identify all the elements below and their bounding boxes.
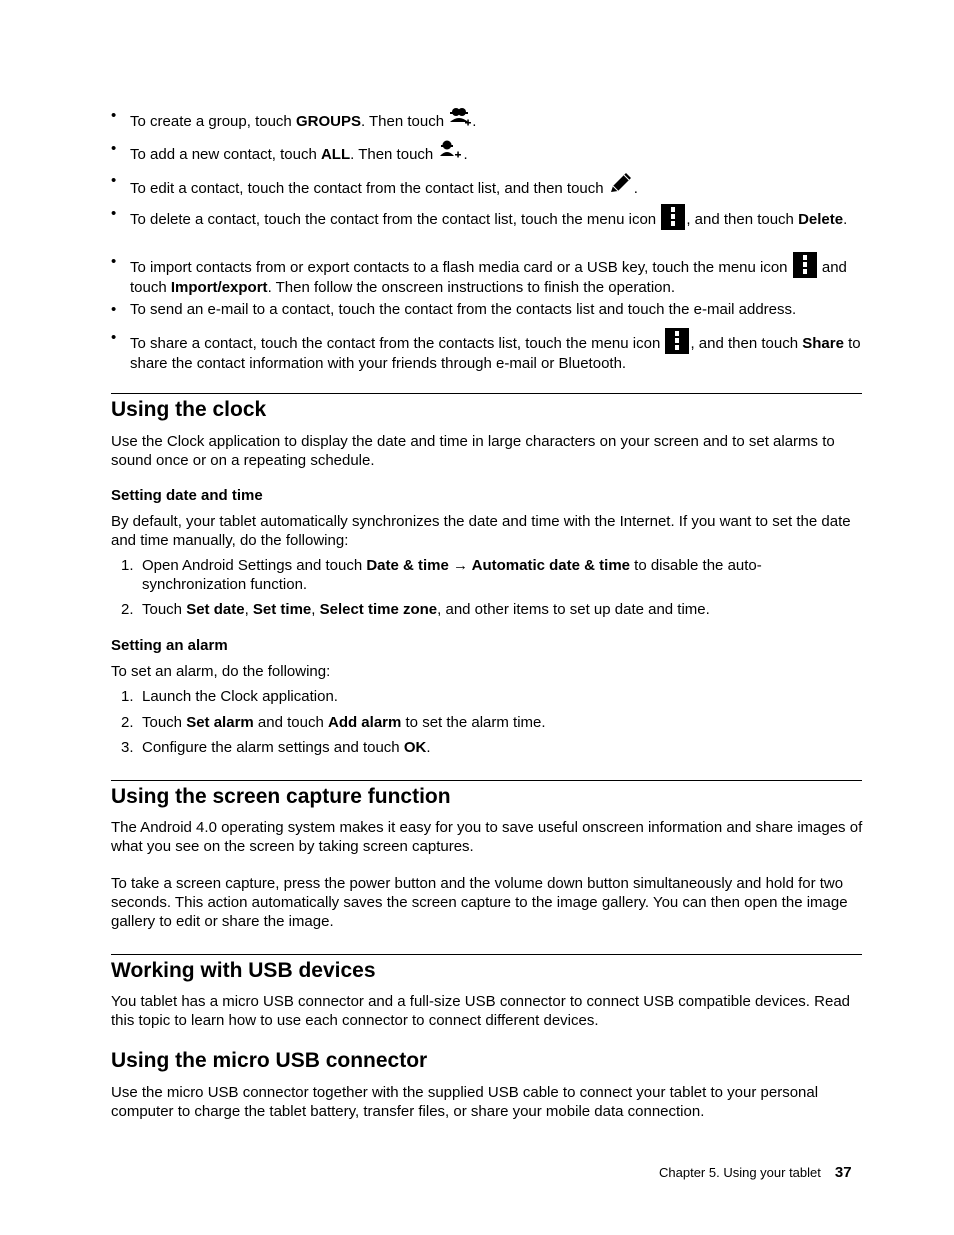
list-item: • To send an e-mail to a contact, touch the contact from the contacts list and touch the e-mail address. [111, 300, 863, 319]
section-divider [111, 954, 862, 955]
alarm-intro: To set an alarm, do the following: [111, 663, 331, 680]
section-divider [111, 393, 862, 394]
list-item: • To import contacts from or export contacts to a flash media card or a USB key, touch the menu icon and touch Import/export. Then follow the onscreen instructions to finish the operation. [111, 252, 863, 297]
step-item: 2. Touch Set alarm and touch Add alarm to set the alarm time. [121, 714, 546, 731]
add-contact-icon [437, 139, 463, 161]
clock-intro: Use the Clock application to display the date and time in large characters on your screen and to set alarms to sound once or on a repeating schedule. [111, 433, 835, 469]
step-item: 1. Launch the Clock application. [121, 688, 338, 705]
section-divider [111, 780, 862, 781]
page-number: 37 [834, 1164, 852, 1181]
menu-icon [661, 204, 685, 230]
section-title-micro-usb: Using the micro USB connector [111, 1049, 428, 1072]
section-title-usb: Working with USB devices [111, 959, 376, 982]
step-item: 3. Configure the alarm settings and touch OK. [121, 739, 431, 756]
menu-icon [793, 252, 817, 278]
page-footer [659, 1165, 852, 1181]
section-title-clock: Using the clock [111, 398, 267, 421]
step-item: 1. Open Android Settings and touch Date & time → Automatic date & time to disable the auto-synchronization function. [121, 557, 762, 593]
step-item: 2. Touch Set date, Set time, Select time zone, and other items to set up date and time. [121, 601, 710, 618]
footer-chapter: Chapter 5. Using your tablet [659, 1165, 821, 1180]
date-time-intro: By default, your tablet automatically synchronizes the date and time with the Internet. If you want to set the date and time manually, do the following: [111, 513, 851, 549]
menu-icon [665, 328, 689, 354]
subheading-date-time: Setting date and time [111, 487, 263, 504]
section-title-screen-capture: Using the screen capture function [111, 785, 451, 808]
list-item: • To add a new contact, touch ALL. Then touch . [111, 139, 863, 164]
micro-usb-paragraph: Use the micro USB connector together with the supplied USB cable to connect your tablet to your personal computer to charge the tablet battery, transfer files, or share your mobile data connection. [111, 1084, 819, 1120]
edit-pencil-icon [608, 171, 634, 195]
list-item: • To create a group, touch GROUPS. Then touch . [111, 106, 863, 131]
list-item: • To edit a contact, touch the contact from the contact list, and then touch . [111, 171, 863, 198]
list-item: • To share a contact, touch the contact from the contacts list, touch the menu icon , and then touch Share to share the contact information with your friends through e-mail or Bluetooth. [111, 328, 863, 373]
list-item: • To delete a contact, touch the contact from the contact list, touch the menu icon , and then touch Delete. [111, 204, 863, 230]
capture-paragraph-1: The Android 4.0 operating system makes it easy for you to save useful onscreen information and share images of what you see on the screen by taking screen captures. [111, 819, 863, 855]
capture-paragraph-2: To take a screen capture, press the power button and the volume down button simultaneously and hold for two seconds. This action automatically saves the screen capture to the image gallery. You can then open the image gallery to edit or share the image. [111, 875, 848, 930]
add-group-icon [448, 106, 472, 128]
usb-paragraph: You tablet has a micro USB connector and a full-size USB connector to connect USB compatible devices. Read this topic to learn how to use each connector to connect different devices. [111, 993, 851, 1029]
subheading-alarm: Setting an alarm [111, 637, 228, 654]
